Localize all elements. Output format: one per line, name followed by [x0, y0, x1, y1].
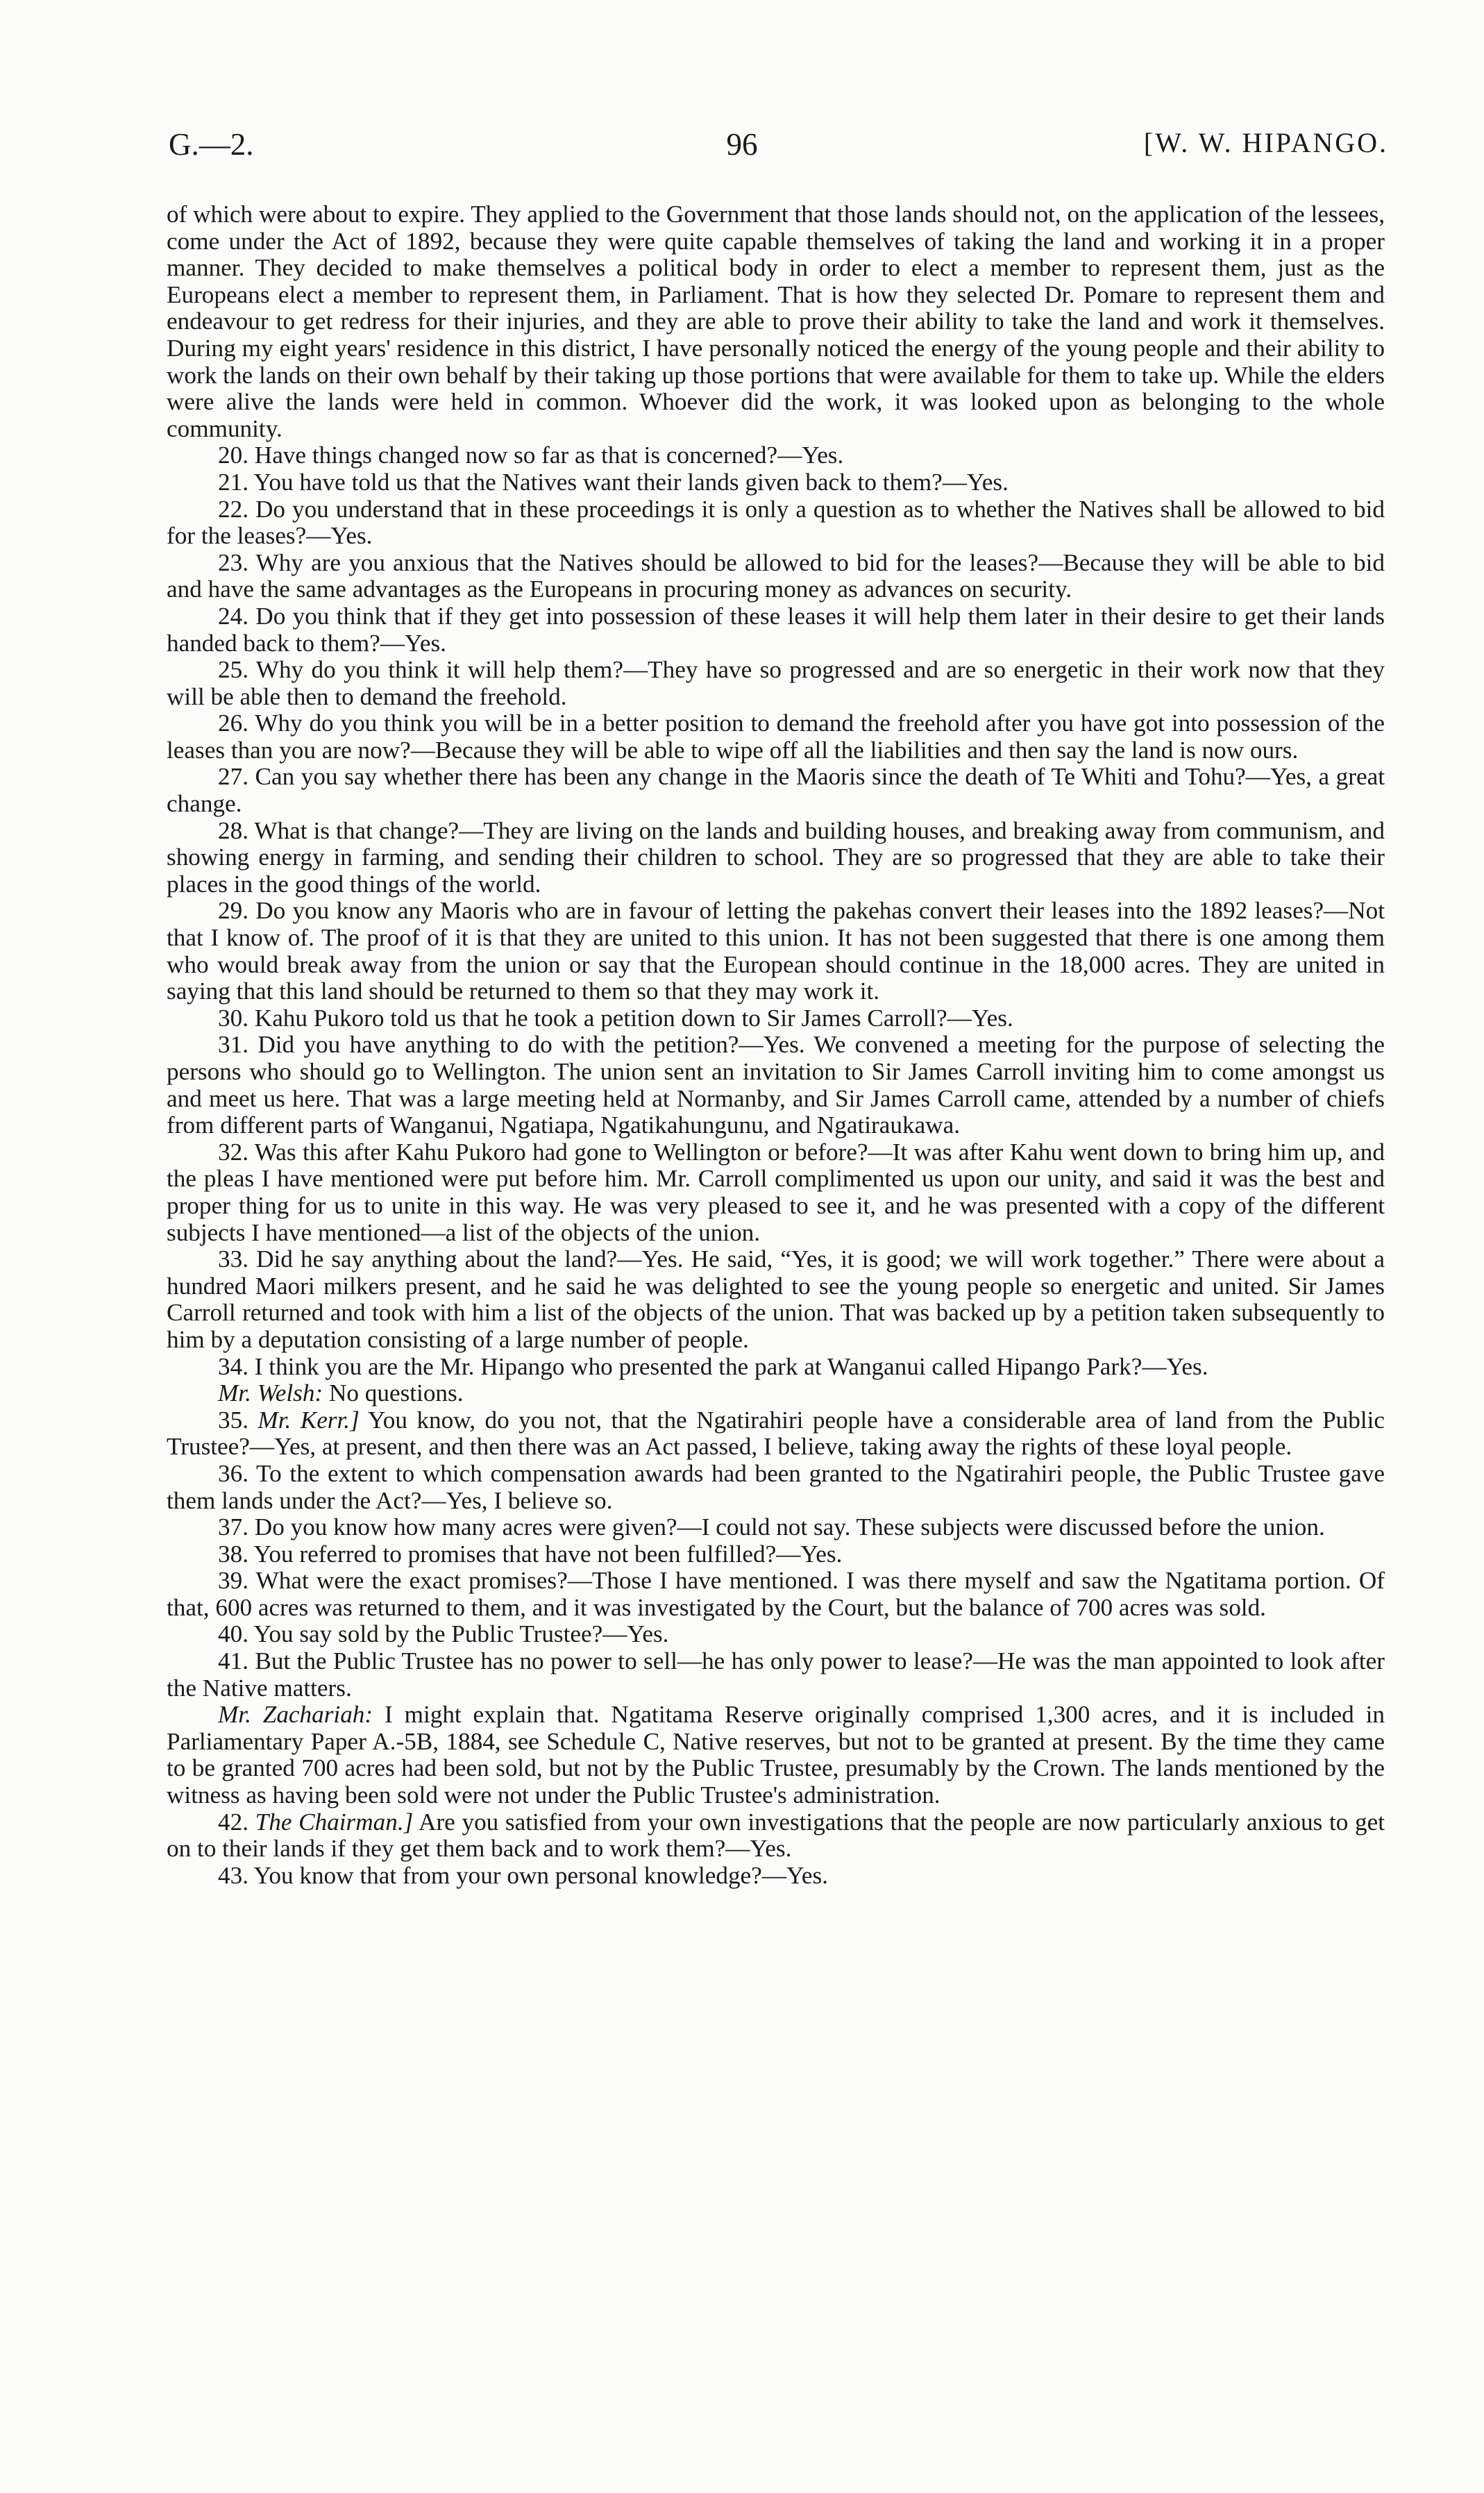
paragraph: 21. You have told us that the Natives want their lands given back to them?—Yes.	[218, 468, 1009, 496]
paragraph: 28. What is that change?—They are living on the lands and building houses, and breaking away from communism, and showing energy in farming, and sending their children to school. They are so progressed that they are able to take their places in the good things of the world.	[167, 816, 1385, 898]
paragraph: 40. You say sold by the Public Trustee?—Yes.	[218, 1620, 669, 1648]
paragraph: 38. You referred to promises that have not been fulfilled?—Yes.	[218, 1540, 843, 1568]
paragraph: 20. Have things changed now so far as that is concerned?—Yes.	[218, 442, 844, 469]
paragraph: of which were about to expire. They applied to the Government that those lands should not, on the application of the lessees, come under the Act of 1892, because they were quite capable themselves of taking the land and working it in a proper manner. They decided to make themselves a political body in order to elect a member to represent them, just as the Europeans elect a member to represent them, in Parliament. That is how they selected Dr. Pomare to represent them and endeavour to get redress for their injuries, and they are able to prove their ability to take the land and work it themselves. During my eight years' residence in this district, I have personally noticed the energy of the young people and their ability to work the lands on their own behalf by their taking up those portions that were available for them to take up. While the elders were alive the lands were held in common. Whoever did the work, it was looked upon as belonging to the whole community.	[167, 201, 1385, 442]
paragraph: Mr. Welsh: No questions.	[218, 1379, 464, 1407]
paragraph: 41. But the Public Trustee has no power to sell—he has only power to lease?—He was the man appointed to look after the Native matters.	[167, 1647, 1385, 1702]
paragraph: 24. Do you think that if they get into possession of these leases it will help them later in their desire to get their lands handed back to them?—Yes.	[167, 602, 1385, 657]
page-header	[0, 126, 1484, 175]
speaker-name: Mr. Kerr.]	[258, 1406, 360, 1434]
paragraph: 30. Kahu Pukoro told us that he took a petition down to Sir James Carroll?—Yes.	[218, 1004, 1013, 1032]
paper-code: G.—2.	[169, 127, 254, 162]
paragraph: 35. Mr. Kerr.] You know, do you not, that the Ngatirahiri people have a considerable area of land from the Public Trustee?—Yes, at present, and then there was an Act passed, I believe, taking away the rights of these loyal people.	[167, 1406, 1385, 1461]
paragraph: 29. Do you know any Maoris who are in favour of letting the pakehas convert their leases into the 1892 leases?—Not that I know of. The proof of it is that they are united to this union. It has not been suggested that there is one among them who would break away from the union or say that the European should continue in the 18,000 acres. They are united in saying that this land should be returned to them so that they may work it.	[167, 897, 1385, 1005]
paragraph: 36. To the extent to which compensation awards had been granted to the Ngatirahiri people, the Public Trustee gave them lands under the Act?—Yes, I believe so.	[167, 1459, 1385, 1514]
paragraph: 43. You know that from your own personal knowledge?—Yes.	[218, 1861, 828, 1889]
paragraph: 23. Why are you anxious that the Natives should be allowed to bid for the leases?—Because they will be able to bid and have the same advantages as the Europeans in procuring money as advances on security.	[167, 548, 1385, 603]
paragraph: 37. Do you know how many acres were given?—I could not say. These subjects were discussed before the union.	[218, 1513, 1325, 1541]
speaker-name: Mr. Zachariah:	[218, 1701, 373, 1729]
speaker-name: Mr. Welsh:	[218, 1379, 323, 1407]
paragraph: 31. Did you have anything to do with the petition?—Yes. We convened a meeting for the purpose of selecting the persons who should go to Wellington. The union sent an invitation to Sir James Carroll inviting him to come amongst us and meet us here. That was a large meeting held at Normanby, and Sir James Carroll came, attended by a number of chiefs from different parts of Wanganui, Ngatiapa, Ngatikahungunu, and Ngatiraukawa.	[167, 1031, 1385, 1139]
paragraph: 27. Can you say whether there has been any change in the Maoris since the death of Te Whiti and Tohu?—Yes, a great change.	[167, 763, 1385, 818]
paragraph: 22. Do you understand that in these proceedings it is only a question as to whether the Natives shall be allowed to bid for the leases?—Yes.	[167, 495, 1385, 550]
paragraph: 33. Did he say anything about the land?—Yes. He said, “Yes, it is good; we will work together.” There were about a hundred Maori milkers present, and he said he was delighted to see the young people so energetic and united. Sir James Carroll returned and took with him a list of the objects of the union. That was backed up by a petition taken subsequently to him by a deputation consisting of a large number of people.	[167, 1245, 1385, 1353]
paragraph: 42. The Chairman.] Are you satisfied from your own investigations that the people are now particularly anxious to get on to their lands if they get them back and to work them?—Yes.	[167, 1808, 1385, 1863]
witness-name: [W. W. HIPANGO.	[1143, 127, 1388, 158]
paragraph: 26. Why do you think you will be in a better position to demand the freehold after you have got into possession of the leases than you are now?—Because they will be able to wipe off all the liabilities and then say the land is now ours.	[167, 710, 1385, 764]
paragraph: 34. I think you are the Mr. Hipango who presented the park at Wanganui called Hipango Park?—Yes.	[218, 1352, 1208, 1380]
page-body	[167, 201, 1385, 1889]
paragraph: 39. What were the exact promises?—Those I have mentioned. I was there myself and saw the Ngatitama portion. Of that, 600 acres was returned to them, and it was investigated by the Court, but the balance of 700 acres was sold.	[167, 1567, 1385, 1621]
paragraph: Mr. Zachariah: I might explain that. Ngatitama Reserve originally comprised 1,300 acres, and it is included in Parliamentary Paper A.-5B, 1884, see Schedule C, Native reserves, but not to be granted at present. By the time they came to be granted 700 acres had been sold, but not by the Public Trustee, presumably by the Crown. The lands mentioned by the witness as having been sold were not under the Public Trustee's administration.	[167, 1701, 1385, 1809]
page-number: 96	[726, 127, 758, 162]
paragraph: 32. Was this after Kahu Pukoro had gone to Wellington or before?—It was after Kahu went down to bring him up, and the pleas I have mentioned were put before him. Mr. Carroll complimented us upon our unity, and said it was the best and proper thing for us to unite in this way. He was very pleased to see it, and he was presented with a copy of the different subjects I have mentioned—a list of the objects of the union.	[167, 1138, 1385, 1246]
paragraph: 25. Why do you think it will help them?—They have so progressed and are so energetic in their work now that they will be able then to demand the freehold.	[167, 656, 1385, 710]
speaker-name: The Chairman.]	[255, 1808, 414, 1836]
